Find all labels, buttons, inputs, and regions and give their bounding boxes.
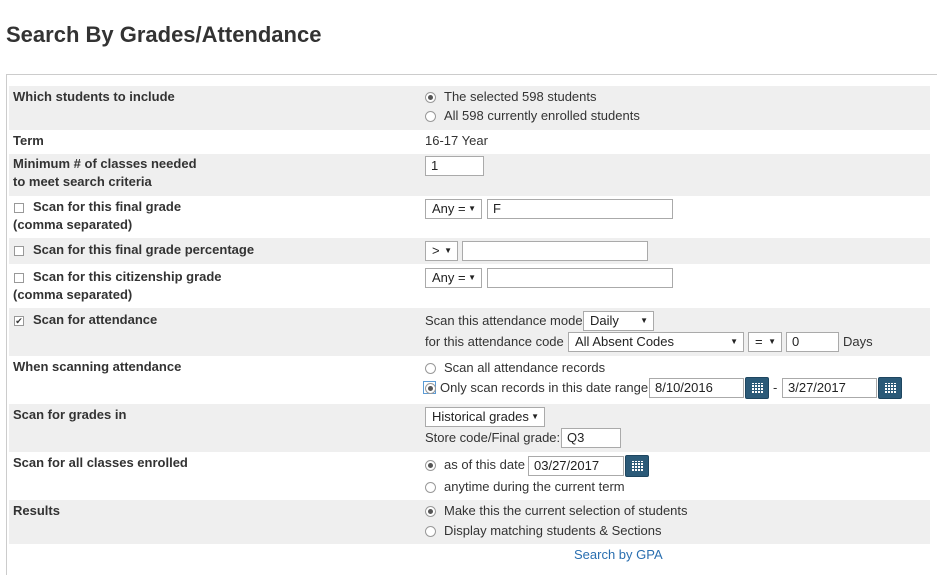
final-grade-label-1: Scan for this final grade [33, 199, 182, 214]
attendance-code-value: All Absent Codes [575, 334, 675, 349]
store-code-label: Store code/Final grade: [425, 430, 561, 445]
anytime-current-term-label: anytime during the current term [444, 479, 625, 494]
min-classes-input[interactable]: 1 [425, 156, 484, 176]
min-classes-label-1: Minimum # of classes needed [13, 156, 197, 171]
scan-all-records-label: Scan all attendance records [444, 360, 606, 375]
citizenship-operator-value: Any = [432, 270, 466, 285]
chevron-down-icon: ▼ [640, 316, 648, 325]
attendance-checkbox[interactable]: ✔ [15, 316, 23, 326]
row-min-classes [9, 154, 930, 196]
as-of-date-input[interactable]: 03/27/2017 [528, 456, 624, 476]
chevron-down-icon: ▼ [531, 412, 539, 421]
search-by-gpa-link[interactable]: Search by GPA [574, 547, 663, 562]
final-grade-checkbox[interactable] [14, 203, 24, 213]
row-final-grade [9, 196, 930, 238]
row-all-classes [9, 452, 930, 500]
term-value: 16-17 Year [425, 133, 488, 148]
chevron-down-icon: ▼ [444, 246, 452, 255]
attendance-count-input[interactable]: 0 [786, 332, 839, 352]
as-of-date-radio[interactable] [425, 460, 436, 471]
chevron-down-icon: ▼ [730, 337, 738, 346]
min-classes-label-2: to meet search criteria [13, 174, 152, 189]
make-current-selection-radio[interactable] [425, 506, 436, 517]
final-pct-operator-select[interactable] [425, 241, 458, 261]
display-matching-label: Display matching students & Sections [444, 523, 662, 538]
calendar-icon[interactable] [625, 455, 649, 477]
scan-date-range-radio[interactable] [425, 383, 436, 394]
row-grades-in [9, 404, 930, 452]
as-of-date-label: as of this date [444, 457, 525, 472]
citizenship-label-1: Scan for this citizenship grade [33, 269, 222, 284]
date-from-input[interactable]: 8/10/2016 [649, 378, 744, 398]
final-pct-input[interactable] [462, 241, 648, 261]
row-term [9, 130, 930, 154]
row-include [9, 86, 930, 130]
attendance-code-label: for this attendance code [425, 334, 564, 349]
final-grade-input[interactable]: F [487, 199, 673, 219]
citizenship-checkbox[interactable] [14, 273, 24, 283]
row-when-scanning [9, 356, 930, 404]
chevron-down-icon: ▼ [468, 204, 476, 213]
final-pct-checkbox[interactable] [14, 246, 24, 256]
grades-in-value: Historical grades [432, 409, 529, 424]
final-pct-operator-value: > [432, 243, 440, 258]
make-current-selection-label: Make this the current selection of students [444, 503, 688, 518]
chevron-down-icon: ▼ [768, 337, 776, 346]
final-grade-operator-select[interactable] [425, 199, 482, 219]
attendance-mode-value: Daily [590, 313, 619, 328]
results-label: Results [13, 503, 60, 518]
page-title: Search By Grades/Attendance [6, 22, 322, 47]
attendance-operator-select[interactable] [748, 332, 782, 352]
row-results [9, 500, 930, 544]
grades-in-label: Scan for grades in [13, 407, 127, 422]
include-all-radio[interactable] [425, 111, 436, 122]
date-range-dash: - [773, 380, 778, 395]
row-final-pct [9, 238, 930, 264]
include-label: Which students to include [13, 89, 175, 104]
store-code-input[interactable]: Q3 [561, 428, 621, 448]
grades-in-select[interactable] [425, 407, 545, 427]
include-selected-label: The selected 598 students [444, 89, 597, 104]
attendance-unit-label: Days [843, 334, 873, 349]
attendance-mode-select[interactable] [583, 311, 654, 331]
anytime-current-term-radio[interactable] [425, 482, 436, 493]
include-all-label: All 598 currently enrolled students [444, 108, 640, 123]
term-label: Term [13, 133, 44, 148]
citizenship-operator-select[interactable] [425, 268, 482, 288]
date-to-input[interactable]: 3/27/2017 [782, 378, 877, 398]
attendance-label: Scan for attendance [33, 312, 158, 327]
row-citizenship [9, 264, 930, 308]
chevron-down-icon: ▼ [468, 273, 476, 282]
final-pct-label: Scan for this final grade percentage [33, 242, 255, 257]
display-matching-radio[interactable] [425, 526, 436, 537]
calendar-icon[interactable] [878, 377, 902, 399]
row-attendance [9, 308, 930, 356]
attendance-operator-value: = [755, 334, 763, 349]
when-scanning-label: When scanning attendance [13, 359, 182, 374]
citizenship-label-2: (comma separated) [13, 287, 133, 302]
final-grade-label-2: (comma separated) [13, 217, 133, 232]
citizenship-input[interactable] [487, 268, 673, 288]
calendar-icon[interactable] [745, 377, 769, 399]
scan-all-records-radio[interactable] [425, 363, 436, 374]
final-grade-operator-value: Any = [432, 201, 466, 216]
include-selected-radio[interactable] [425, 92, 436, 103]
attendance-code-select[interactable] [568, 332, 744, 352]
attendance-mode-label: Scan this attendance mode [425, 313, 583, 328]
all-classes-label: Scan for all classes enrolled [13, 455, 188, 470]
scan-date-range-label: Only scan records in this date range [440, 380, 649, 395]
